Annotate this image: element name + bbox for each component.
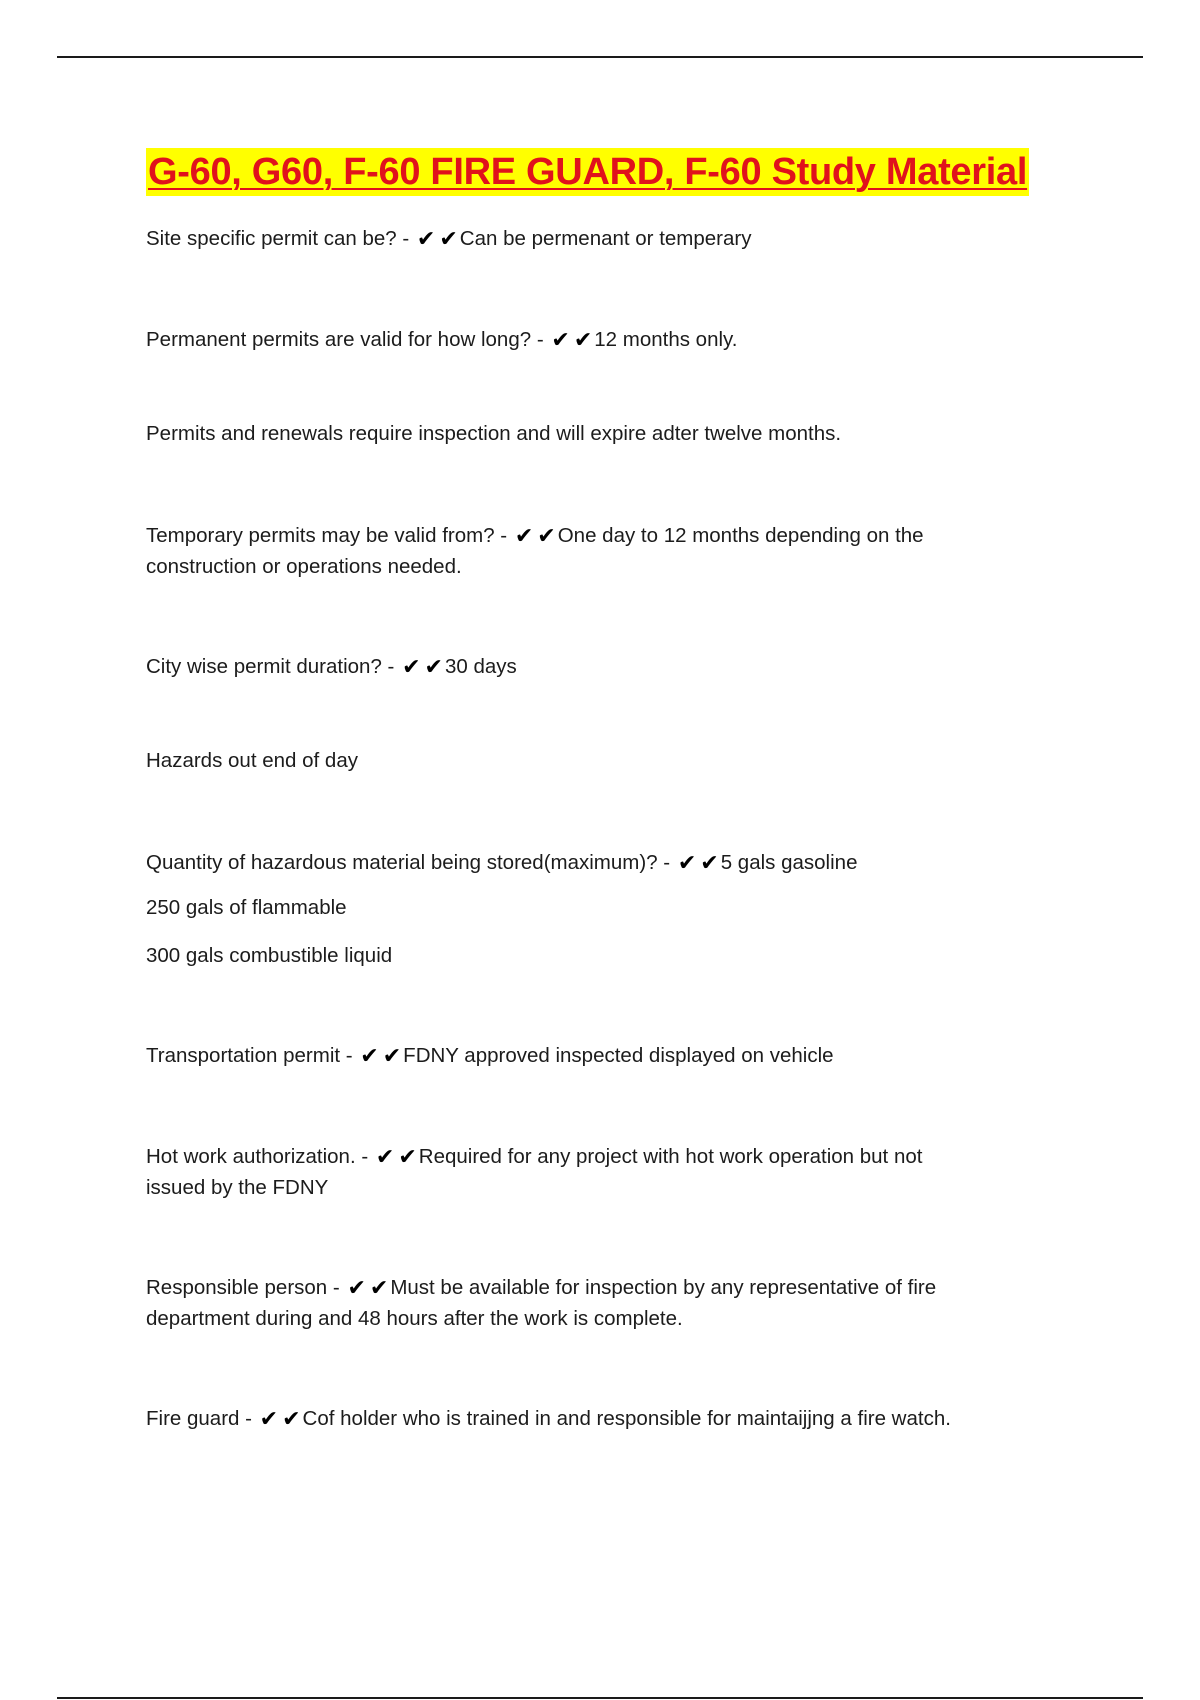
qa-entry (146, 1140, 1066, 1203)
check-icon: ✔ (259, 1406, 279, 1431)
answer-text: 5 gals gasoline (720, 851, 858, 874)
document-page (146, 148, 1066, 1431)
answer-text: Cof holder who is trained in and responsible for maintaijjng a fire watch. (302, 1407, 951, 1430)
check-icon: ✔ (551, 327, 570, 352)
qa-entry (146, 1402, 1066, 1434)
answer-line (146, 892, 1066, 923)
answer-text: One day to 12 months depending on the (557, 524, 924, 547)
note-text: Hazards out end of day (146, 749, 358, 772)
bottom-divider (57, 1697, 1143, 1699)
question-text: City wise permit duration? - (146, 655, 395, 678)
qa-entry (146, 222, 1066, 254)
question-text: Fire guard - (146, 1407, 252, 1430)
check-icon: ✔ (439, 226, 458, 251)
check-icon: ✔ (282, 1406, 301, 1431)
answer-text: 12 months only. (594, 328, 738, 351)
question-text: Transportation permit - (146, 1044, 353, 1067)
answer-text: Must be available for inspection by any representative of fire (390, 1276, 937, 1299)
answer-line (146, 940, 1066, 971)
top-divider (57, 56, 1143, 58)
qa-entry (146, 846, 1066, 878)
answer-text: FDNY approved inspected displayed on vehicle (403, 1044, 834, 1067)
answer-text: Can be permenant or temperary (459, 227, 752, 250)
check-icon: ✔ (677, 850, 697, 875)
qa-entry (146, 650, 1066, 682)
answer-continuation: construction or operations needed. (146, 555, 462, 578)
check-icon: ✔ (416, 226, 436, 251)
answer-continuation: issued by the FDNY (146, 1176, 329, 1199)
check-icon: ✔ (700, 850, 719, 875)
question-text: Quantity of hazardous material being stored(maximum)? - (146, 851, 671, 874)
document-title: G-60, G60, F-60 FIRE GUARD, F-60 Study Material (146, 148, 1029, 196)
check-icon: ✔ (382, 1043, 402, 1068)
qa-entry (146, 1271, 1066, 1334)
check-icon: ✔ (347, 1275, 366, 1300)
qa-entry (146, 519, 1066, 582)
question-text: Responsible person - (146, 1276, 340, 1299)
question-text: Site specific permit can be? - (146, 227, 410, 250)
answer-extra-text: 250 gals of flammable (146, 896, 347, 919)
answer-continuation: department during and 48 hours after the work is complete. (146, 1307, 683, 1330)
note-text: Permits and renewals require inspection and will expire adter twelve months. (146, 422, 842, 445)
qa-entry (146, 323, 1066, 355)
answer-text: Required for any project with hot work operation but not (418, 1145, 923, 1168)
qa-entry (146, 1039, 1066, 1071)
question-text: Hot work authorization. - (146, 1145, 369, 1168)
check-icon: ✔ (573, 327, 593, 352)
check-icon: ✔ (514, 523, 534, 548)
note-entry (146, 745, 1066, 776)
answer-extra-text: 300 gals combustible liquid (146, 944, 393, 967)
question-text: Temporary permits may be valid from? - (146, 524, 508, 547)
check-icon: ✔ (375, 1144, 395, 1169)
note-entry (146, 418, 1066, 449)
check-icon: ✔ (360, 1043, 379, 1068)
question-text: Permanent permits are valid for how long? - (146, 328, 544, 351)
check-icon: ✔ (424, 654, 443, 679)
check-icon: ✔ (369, 1275, 389, 1300)
check-icon: ✔ (402, 654, 421, 679)
answer-text: 30 days (444, 655, 517, 678)
check-icon: ✔ (398, 1144, 417, 1169)
check-icon: ✔ (537, 523, 556, 548)
